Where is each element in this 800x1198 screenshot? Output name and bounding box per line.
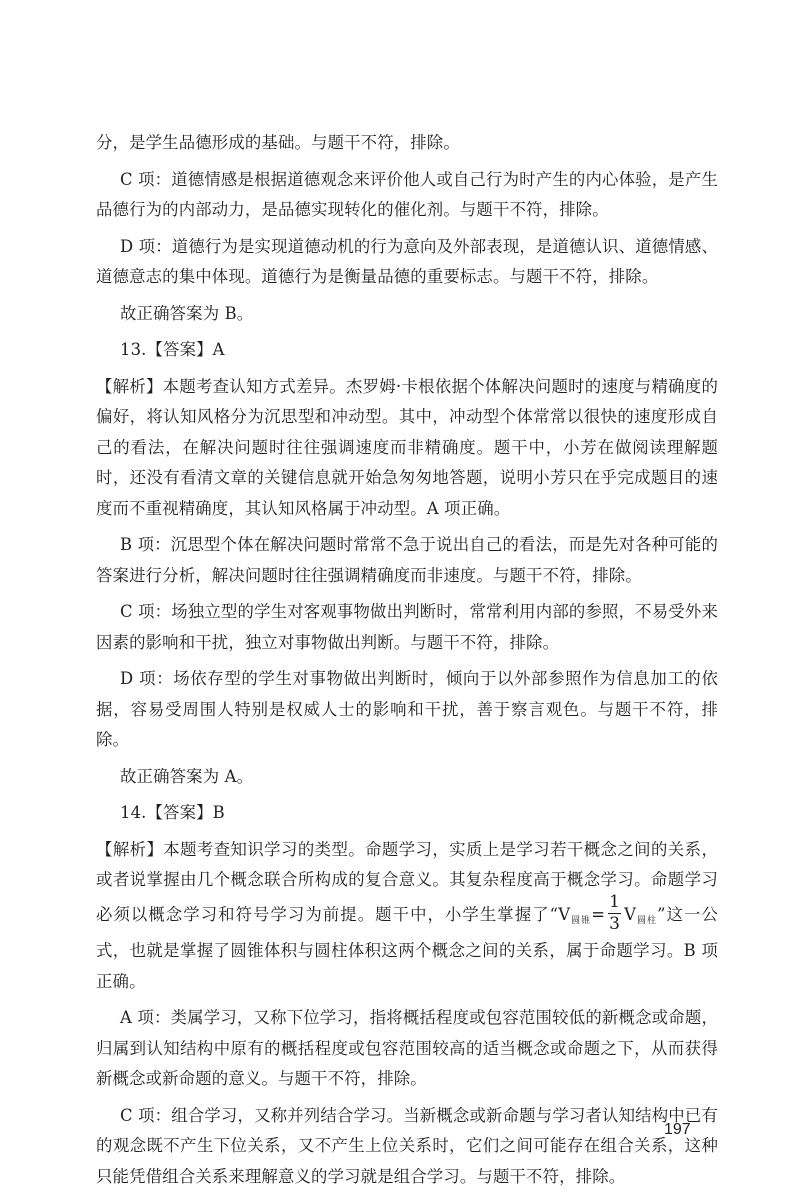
formula-fraction (608, 891, 621, 934)
question-13-answer-header: 13.【答案】A (120, 340, 225, 359)
paragraph-continuation: 分，是学生品德形成的基础。与题干不符，排除。 (96, 133, 460, 152)
question-14-option-c: C 项：组合学习，又称并列结合学习。当新概念或新命题与学习者认知结构中已有的观念既不产生下位关系，又不产生上位关系时，它们之间可能存在组合关系，这种只能凭借组合关系来理解意义的学习就是组合学习。与题干不符，排除。 (96, 1105, 718, 1186)
document-body (96, 128, 718, 1198)
paragraph-correct-answer: 故正确答案为 B。 (120, 303, 254, 323)
question-13-option-b: B 项：沉思型个体在解决问题时常常不急于说出自己的看法，而是先对各种可能的答案进行分析，解决问题时往往强调精确度而非速度。与题干不符，排除。 (96, 535, 718, 585)
question-13-analysis: 【解析】本题考查认知方式差异。杰罗姆·卡根依据个体解决问题时的速度与精确度的偏好，将认知风格分为沉思型和冲动型。其中，冲动型个体常常以很快的速度形成自己的看法，在解决问题时往往强调速度而非精确度。题干中，小芳在做阅读理解题时，还没有看清文章的关键信息就开始急匆匆地答题，说明小芳只在乎完成题目的速度而不重视精确度，其认知风格属于冲动型。A 项正确。 (96, 376, 718, 518)
formula-v1: V (558, 904, 571, 924)
question-14-analysis-part-b: ”这一公式，也就是掌握了圆锥体积与圆柱体积这两个概念之间的关系，属于命题学习。B 项正确。 (96, 904, 718, 991)
paragraph-option-d: D 项：道德行为是实现道德动机的行为意向及外部表现，是道德认识、道德情感、道德意志的集中体现。道德行为是衡量品德的重要标志。与题干不符，排除。 (96, 236, 718, 286)
question-14-analysis (96, 835, 718, 998)
formula (558, 891, 658, 934)
question-14-answer-header: 14.【答案】B (120, 803, 225, 822)
question-13-option-d: D 项：场依存型的学生对事物做出判断时，倾向于以外部参照作为信息加工的依据，容易受周围人特别是权威人士的影响和干扰，善于察言观色。与题干不符，排除。 (96, 669, 718, 749)
formula-sub1: 圆锥 (570, 915, 592, 926)
formula-numerator: 1 (609, 891, 621, 912)
question-14-analysis-part-a: 【解析】本题考查知识学习的类型。命题学习，实质上是学习若干概念之间的关系，或者说掌握由几个概念联合所构成的复合意义。其复杂程度高于概念学习。命题学习必须以概念学习和符号学习为前提。题干中，小学生掌握了“ (96, 839, 718, 924)
question-13-option-c: C 项：场独立型的学生对客观事物做出判断时，常常利用内部的参照，不易受外来因素的影响和干扰，独立对事物做出判断。与题干不符，排除。 (96, 602, 718, 652)
page-number: 197 (664, 1121, 691, 1138)
formula-v2: V (624, 904, 637, 924)
formula-denominator: 3 (609, 913, 621, 934)
question-13-correct-answer: 故正确答案为 A。 (120, 766, 254, 786)
formula-equals: = (591, 904, 606, 924)
question-14-option-a: A 项：类属学习，又称下位学习，指将概括程度或包容范围较低的新概念或命题，归属到认知结构中原有的概括程度或包容范围较高的适当概念或命题之下，从而获得新概念或新命题的意义。与题干不符，排除。 (96, 1008, 718, 1088)
formula-sub2: 圆柱 (636, 915, 658, 926)
paragraph-option-c: C 项：道德情感是根据道德观念来评价他人或自己行为时产生的内心体验，是产生品德行为的内部动力，是品德实现转化的催化剂。与题干不符，排除。 (96, 169, 718, 219)
